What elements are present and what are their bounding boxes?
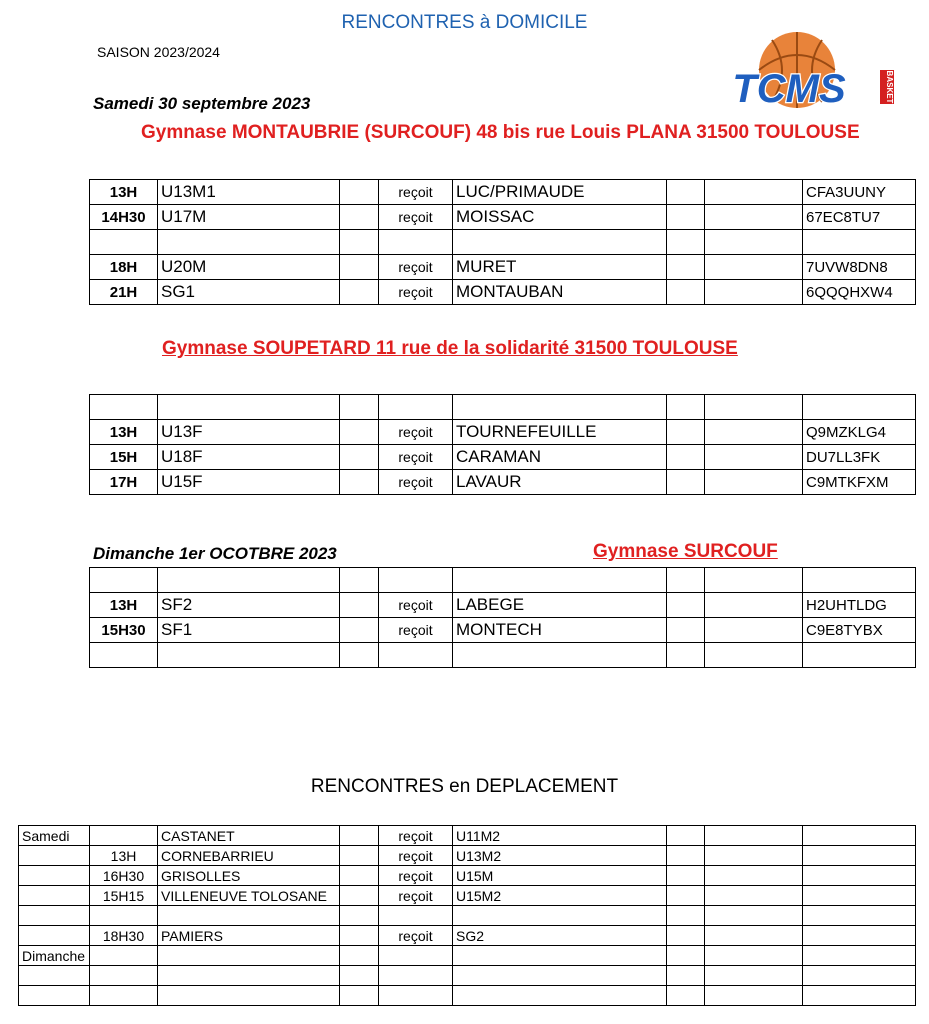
venue-surcouf: Gymnase SURCOUF <box>593 541 778 562</box>
date-sunday: Dimanche 1er OCOTBRE 2023 <box>93 544 337 563</box>
table-row: 15H15 VILLENEUVE TOLOSANE reçoit U15M2 <box>19 886 916 906</box>
logo-subtext: BASKET <box>885 70 894 104</box>
table-row: 17H U15F reçoit LAVAUR C9MTKFXM <box>90 470 916 495</box>
table-row: 18H U20M reçoit MURET 7UVW8DN8 <box>90 255 916 280</box>
venue-montaubrie: Gymnase MONTAUBRIE (SURCOUF) 48 bis rue Louis PLANA 31500 TOULOUSE <box>141 122 860 143</box>
table-row <box>90 230 916 255</box>
table-row: 18H30 PAMIERS reçoit SG2 <box>19 926 916 946</box>
table-row: Dimanche <box>19 946 916 966</box>
home-table-soupetard <box>89 394 916 495</box>
table-row <box>19 986 916 1006</box>
table-row: 21H SG1 reçoit MONTAUBAN 6QQQHXW4 <box>90 280 916 305</box>
table-row <box>90 395 916 420</box>
date-saturday: Samedi 30 septembre 2023 <box>93 94 311 113</box>
table-row: 15H U18F reçoit CARAMAN DU7LL3FK <box>90 445 916 470</box>
venue-soupetard: Gymnase SOUPETARD 11 rue de la solidarité 31500 TOULOUSE <box>162 338 738 359</box>
home-table-sunday <box>89 567 916 668</box>
season-label: SAISON 2023/2024 <box>97 44 220 60</box>
table-row: Samedi CASTANET reçoit U11M2 <box>19 826 916 846</box>
table-row: 13H U13M1 reçoit LUC/PRIMAUDE CFA3UUNY <box>90 180 916 205</box>
tcms-logo <box>697 30 897 110</box>
table-row <box>19 966 916 986</box>
away-title: RENCONTRES en DEPLACEMENT <box>310 776 619 797</box>
away-table <box>18 825 916 1006</box>
table-row: 14H30 U17M reçoit MOISSAC 67EC8TU7 <box>90 205 916 230</box>
page-title: RENCONTRES à DOMICILE <box>341 12 588 33</box>
logo-text: TCMS <box>732 67 846 110</box>
table-row: 16H30 GRISOLLES reçoit U15M <box>19 866 916 886</box>
table-row: 13H CORNEBARRIEU reçoit U13M2 <box>19 846 916 866</box>
home-table-montaubrie <box>89 179 916 305</box>
table-row <box>90 643 916 668</box>
table-row: 15H30 SF1 reçoit MONTECH C9E8TYBX <box>90 618 916 643</box>
table-row: 13H SF2 reçoit LABEGE H2UHTLDG <box>90 593 916 618</box>
table-row: 13H U13F reçoit TOURNEFEUILLE Q9MZKLG4 <box>90 420 916 445</box>
table-row <box>90 568 916 593</box>
table-row <box>19 906 916 926</box>
